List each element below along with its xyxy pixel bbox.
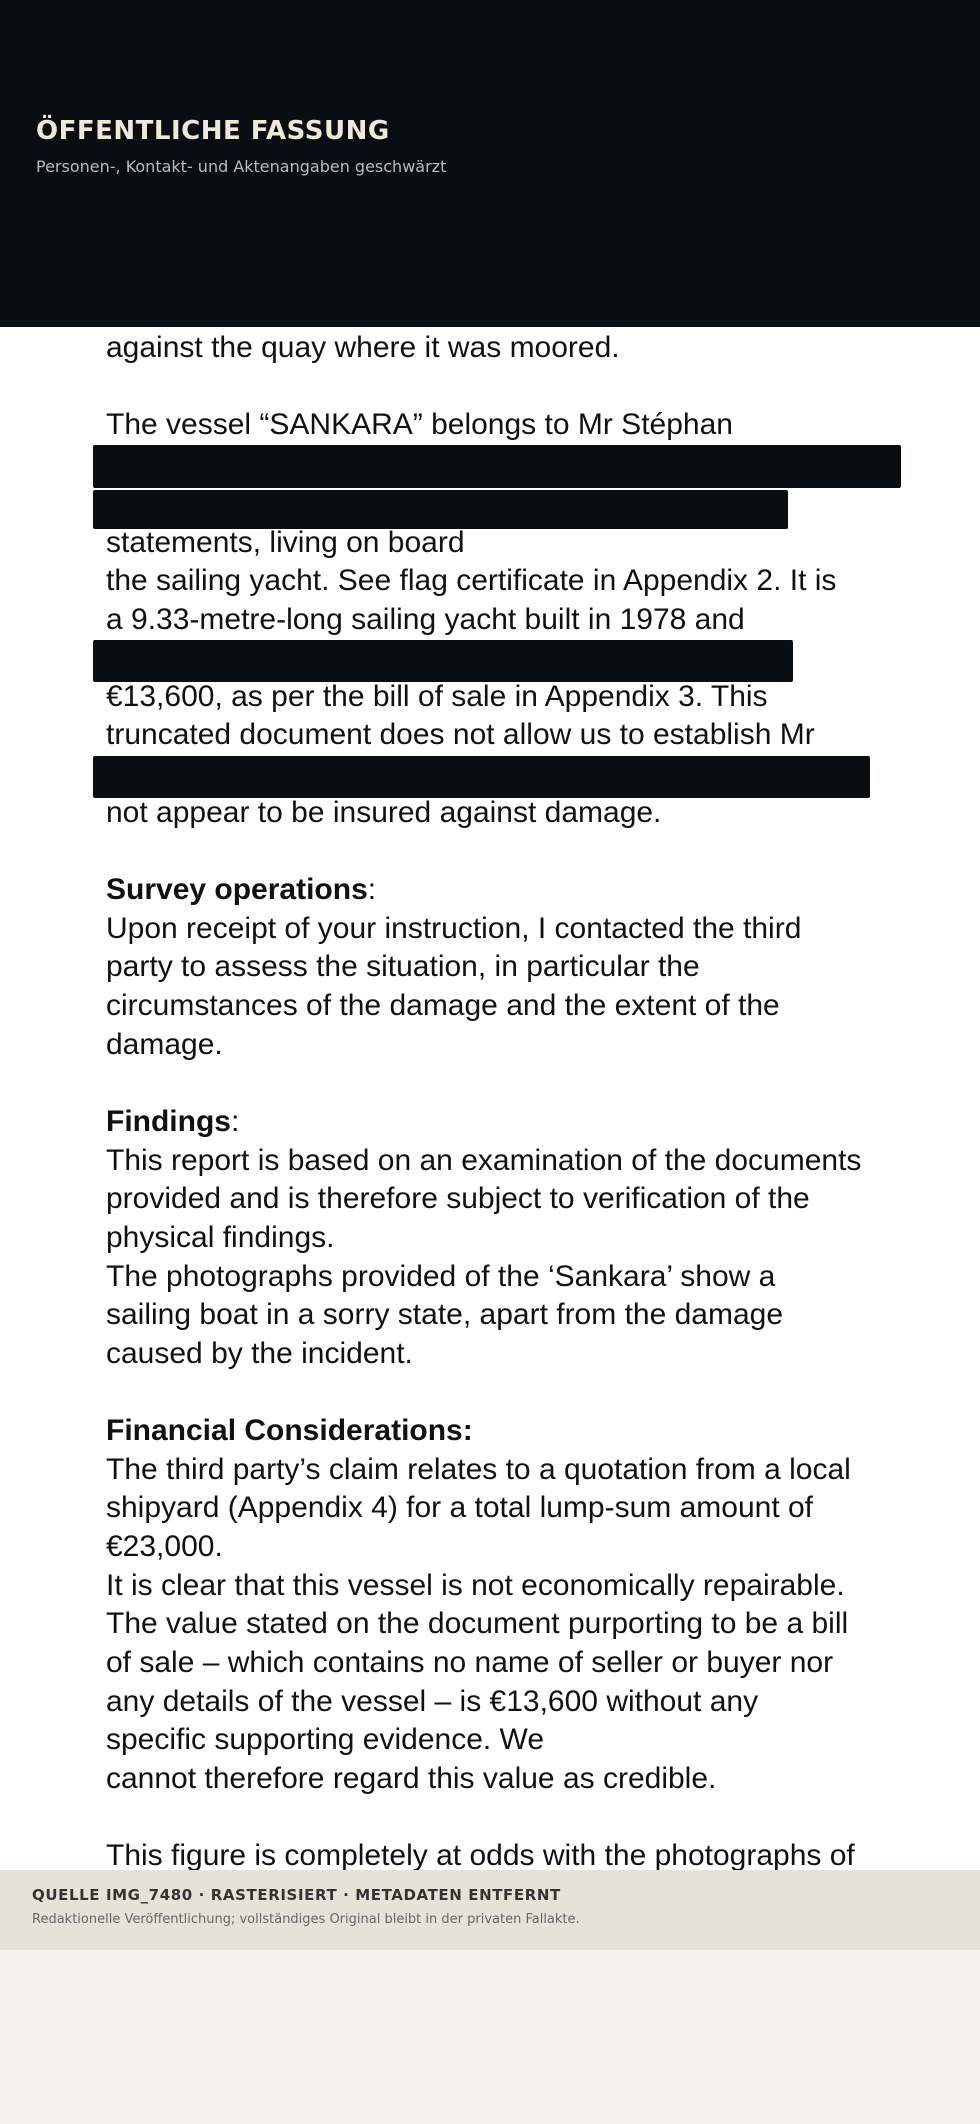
section-heading-survey bbox=[106, 872, 376, 908]
document-line: party to assess the situation, in particular the bbox=[106, 950, 700, 983]
heading-text: Survey operations bbox=[106, 873, 368, 906]
document-line: damage. bbox=[106, 1028, 223, 1061]
document-page bbox=[0, 327, 980, 1870]
redaction-bar bbox=[93, 640, 793, 682]
section-heading-findings bbox=[106, 1104, 239, 1140]
document-line: This figure is completely at odds with the photographs of bbox=[106, 1839, 855, 1870]
document-line: provided and is therefore subject to verification of the bbox=[106, 1182, 810, 1215]
document-line: The value stated on the document purporting to be a bill bbox=[106, 1607, 849, 1640]
footer-subtitle: Redaktionelle Veröffentlichung; vollständiges Original bleibt in der privaten Fallakte. bbox=[32, 1912, 580, 1927]
header-banner bbox=[0, 0, 980, 327]
header-title: ÖFFENTLICHE FASSUNG bbox=[36, 116, 390, 146]
redaction-bar bbox=[93, 490, 788, 529]
document-line: The photographs provided of the ‘Sankara’ show a bbox=[106, 1260, 776, 1293]
document-line: caused by the incident. bbox=[106, 1337, 413, 1370]
document-line: truncated document does not allow us to establish Mr bbox=[106, 718, 815, 751]
heading-colon: : bbox=[230, 1105, 240, 1138]
document-line: a 9.33-metre-long sailing yacht built in 1978 and bbox=[106, 603, 745, 636]
document-line: not appear to be insured against damage. bbox=[106, 796, 662, 829]
document-line: the sailing yacht. See flag certificate in Appendix 2. It is bbox=[106, 564, 837, 597]
document-line: It is clear that this vessel is not economically repairable. bbox=[106, 1569, 845, 1602]
document-line: €23,000. bbox=[106, 1530, 223, 1563]
document-line: cannot therefore regard this value as credible. bbox=[106, 1762, 717, 1795]
redaction-bar bbox=[93, 756, 870, 798]
document-line: of sale – which contains no name of seller or buyer nor bbox=[106, 1646, 834, 1679]
document-line: €13,600, as per the bill of sale in Appendix 3. This bbox=[106, 680, 768, 713]
heading-colon: : bbox=[367, 873, 377, 906]
header-subtitle: Personen-, Kontakt- und Aktenangaben geschwärzt bbox=[36, 157, 447, 176]
document-line: This report is based on an examination of the documents bbox=[106, 1144, 862, 1177]
document-line: circumstances of the damage and the extent of the bbox=[106, 989, 780, 1022]
document-line: physical findings. bbox=[106, 1221, 335, 1254]
document-line: Upon receipt of your instruction, I contacted the third bbox=[106, 912, 802, 945]
heading-text: Findings bbox=[106, 1105, 231, 1138]
footer-banner bbox=[0, 1870, 980, 1950]
document-line: shipyard (Appendix 4) for a total lump-sum amount of bbox=[106, 1491, 814, 1524]
footer-title: QUELLE IMG_7480 · RASTERISIERT · METADATEN ENTFERNT bbox=[32, 1886, 561, 1904]
document-line: The third party’s claim relates to a quotation from a local bbox=[106, 1453, 851, 1486]
document-line: against the quay where it was moored. bbox=[106, 331, 620, 364]
document-line: The vessel “SANKARA” belongs to Mr Stéphan bbox=[106, 408, 733, 441]
section-heading-financial: Financial Considerations: bbox=[106, 1414, 473, 1447]
document-line: statements, living on board bbox=[106, 526, 465, 559]
redaction-bar bbox=[93, 445, 901, 488]
document-line: sailing boat in a sorry state, apart from the damage bbox=[106, 1298, 784, 1331]
document-line: specific supporting evidence. We bbox=[106, 1723, 545, 1756]
document-line: any details of the vessel – is €13,600 without any bbox=[106, 1685, 759, 1718]
